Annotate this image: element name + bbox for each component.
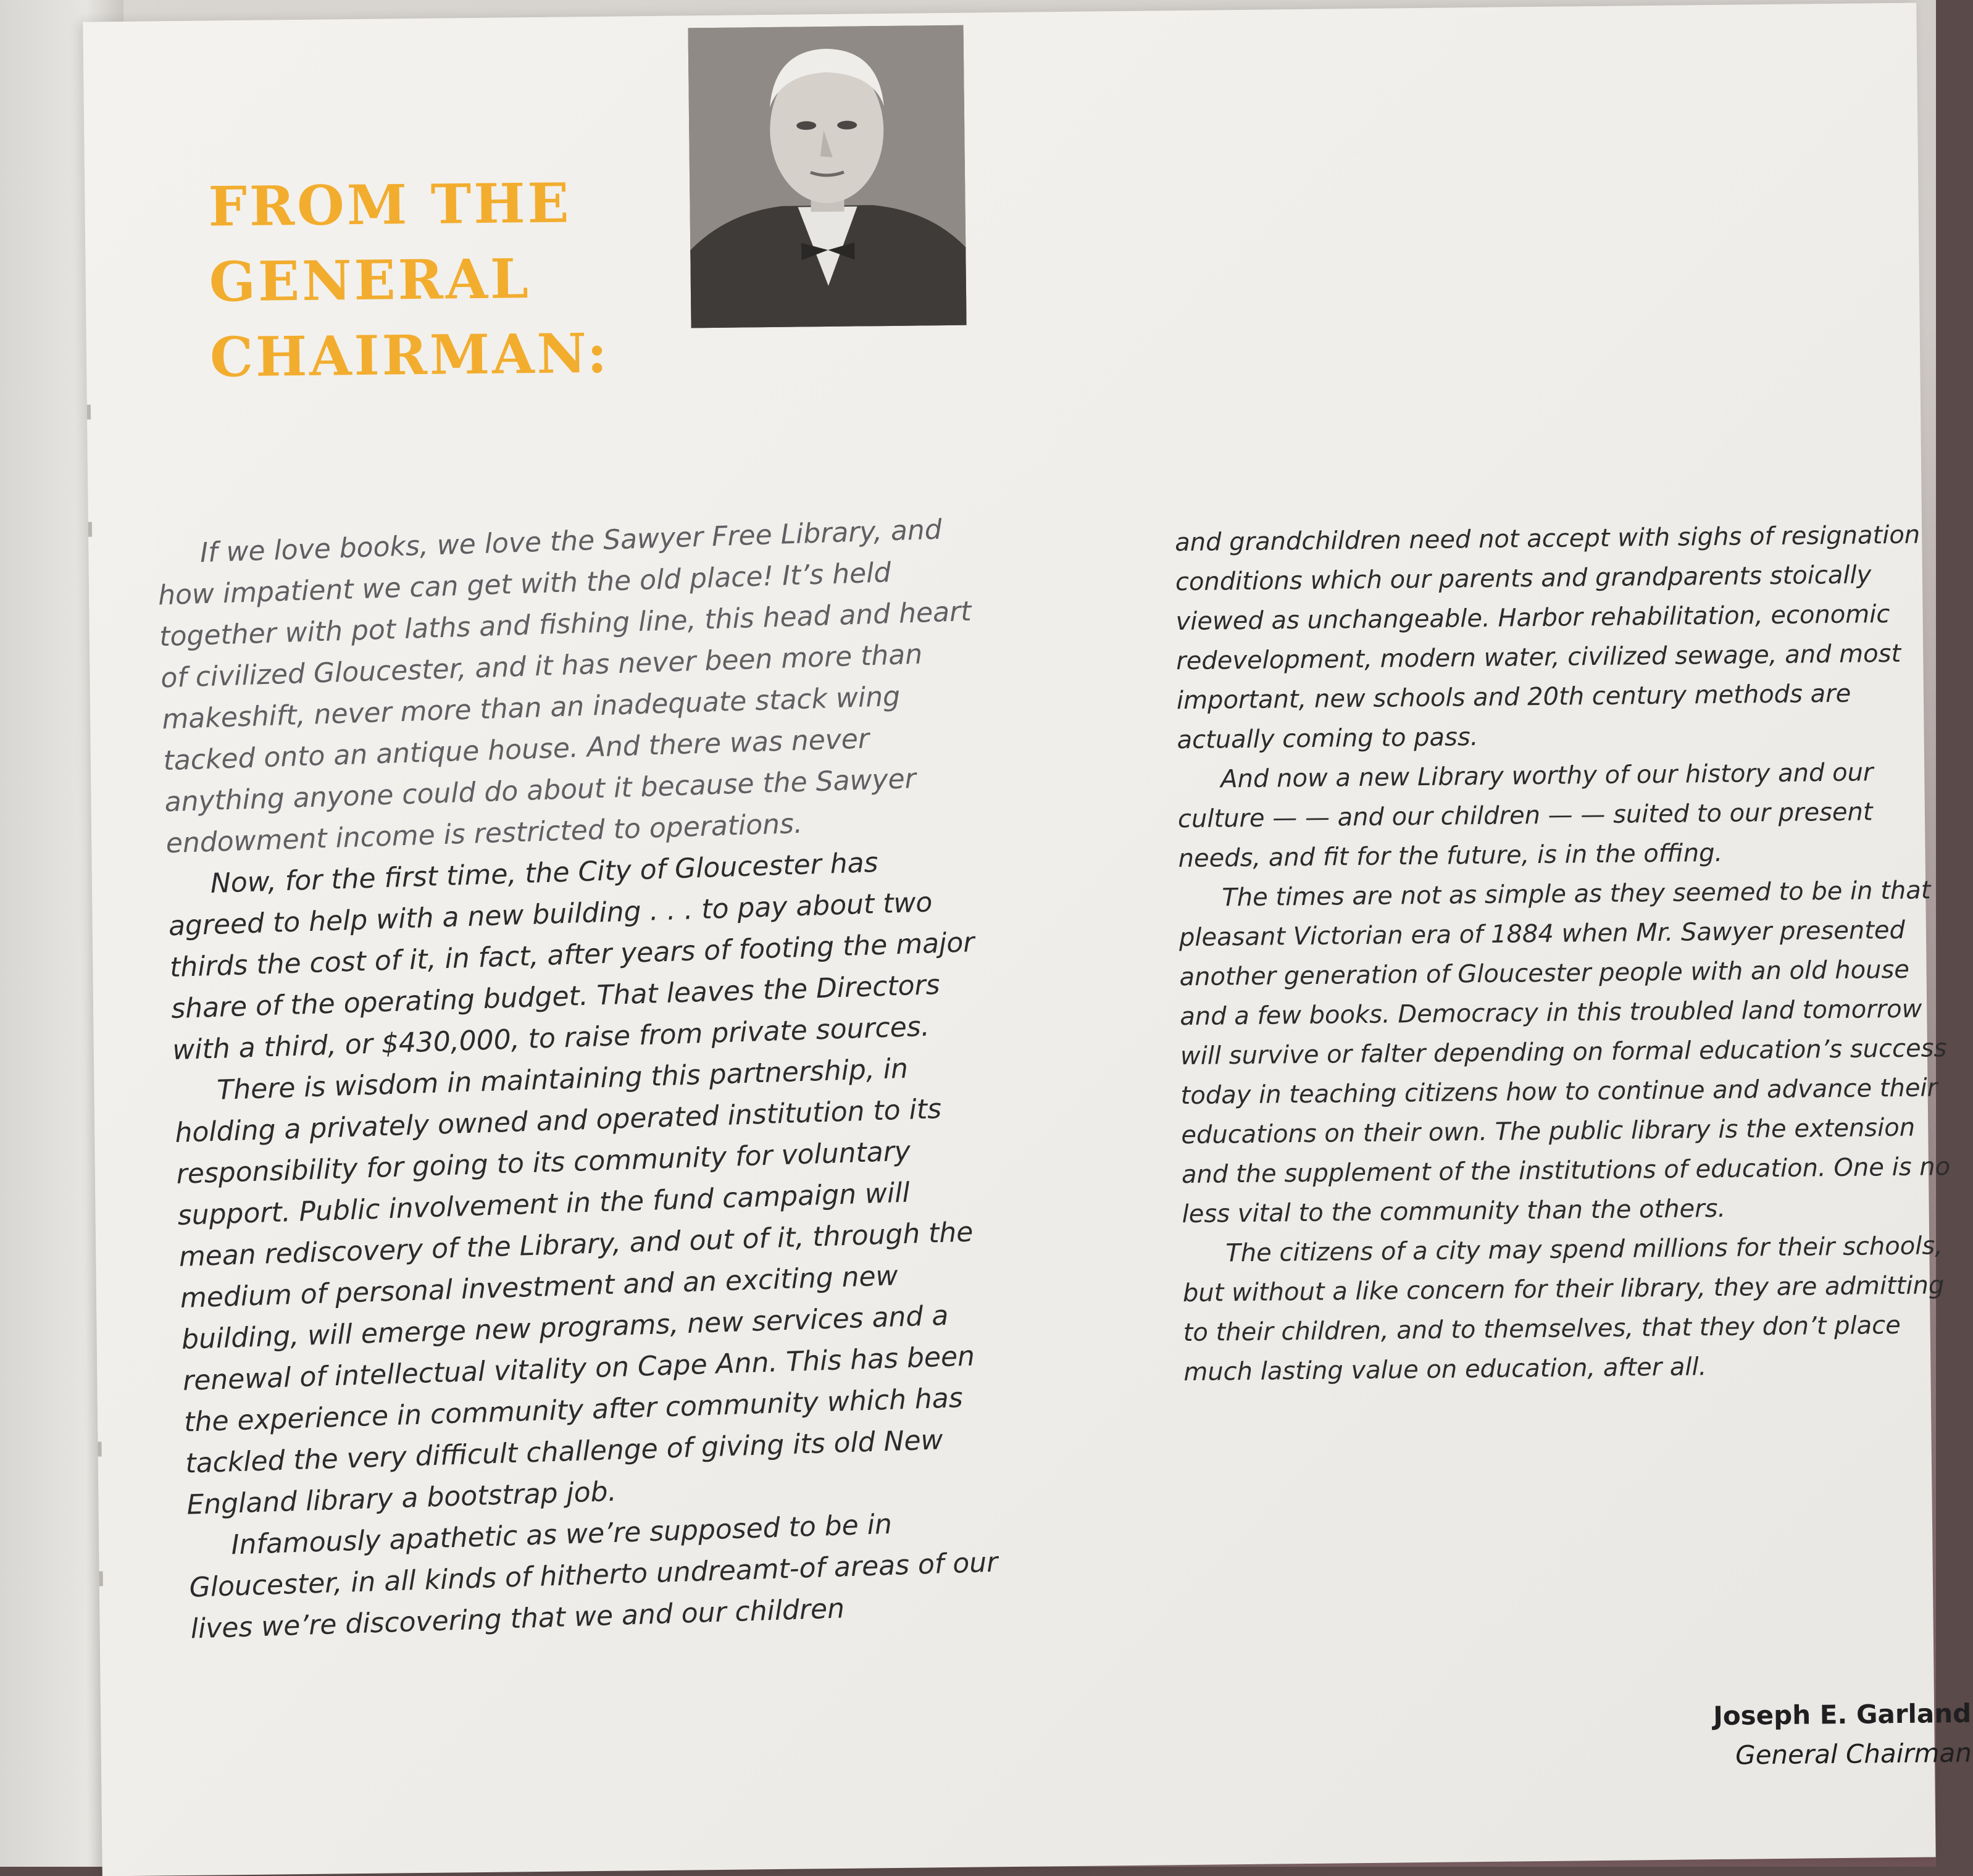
binding-stitch (87, 405, 91, 420)
signer-title: General Chairman (1735, 1737, 1972, 1770)
signer-name: Joseph E. Garland (1712, 1698, 1972, 1732)
left-text-column (156, 508, 1006, 1650)
heading-line: FROM THE (207, 170, 572, 239)
heading-line: GENERAL (209, 246, 532, 314)
body-paragraph: Now, for the first time, the City of Gloucester has agreed to help with a new building . . . to pay about two thirds the cost of it, in fact, after years of footing the major share of the operating budget. That leaves the Directors with a third, or $430,000, to raise from private sources. (168, 846, 975, 1067)
body-paragraph: And now a new Library worthy of our history and our culture — — and our children — — suited to our present needs, and fit for the future, is in the offing. (1177, 758, 1874, 873)
chairman-portrait-photo (688, 25, 967, 328)
body-paragraph: The citizens of a city may spend millions for their schools, but without a like concern for their library, they are admitting to their children, and to themselves, that they don’t place much lasting value on education, after all. (1182, 1232, 1945, 1387)
body-paragraph: If we love books, we love the Sawyer Free Library, and how impatient we can get with the old place! It’s held together with pot laths and fishing line, this head and heart of civilized Gloucester, and it has never been more than makeshift, never more than an inadequate stack wing tacked onto an antique house. And there was never anything anyone could do about it because the Sawyer endowment income is restricted to operations. (157, 514, 972, 860)
body-paragraph: The times are not as simple as they seemed to be in that pleasant Victorian era of 1884 when Mr. Sawyer presented another generation of Gloucester people with an old house and a few books. Democracy in this troubled land tomorrow will survive or falter depending on formal education’s success today in teaching citizens how to continue and advance their educations on their own. The public library is the extension and the supplement of the institutions of education. One is no less vital to the community than the others. (1178, 876, 1951, 1229)
booklet-page (83, 3, 1972, 1876)
page-heading (208, 164, 643, 394)
body-paragraph: and grandchildren need not accept with sighs of resignation conditions which our parents and grandparents stoically viewed as unchangeable. Harbor rehabilitation, economic redevelopment, modern water, civilized sewage, and most important, new schools and 20th century methods are actually coming to pass. (1175, 520, 1921, 755)
body-paragraph: There is wisdom in maintaining this partnership, in holding a privately owned and operated institution to its responsibility for going to its community for voluntary support. Public involvement in the fund campaign will mean rediscovery of the Library, and out of it, through the medium of personal investment and an exciting new building, will emerge new programs, new services and a renewal of intellectual vitality on Cape Ann. This has been the experience in community after community which has tackled the very difficult challenge of giving its old New England library a bootstrap job. (174, 1053, 975, 1521)
heading-line: CHAIRMAN: (209, 320, 610, 390)
signature-block (1539, 1694, 1972, 1777)
portrait-photo-icon (688, 25, 967, 328)
binding-stitch (98, 1441, 101, 1456)
binding-stitch (88, 522, 92, 537)
body-paragraph: Infamously apathetic as we’re supposed to be in Gloucester, in all kinds of hitherto undreamt-of areas of our lives we’re discovering that we and our children (188, 1508, 998, 1645)
binding-stitch (99, 1571, 103, 1586)
right-text-column (1175, 515, 1962, 1392)
